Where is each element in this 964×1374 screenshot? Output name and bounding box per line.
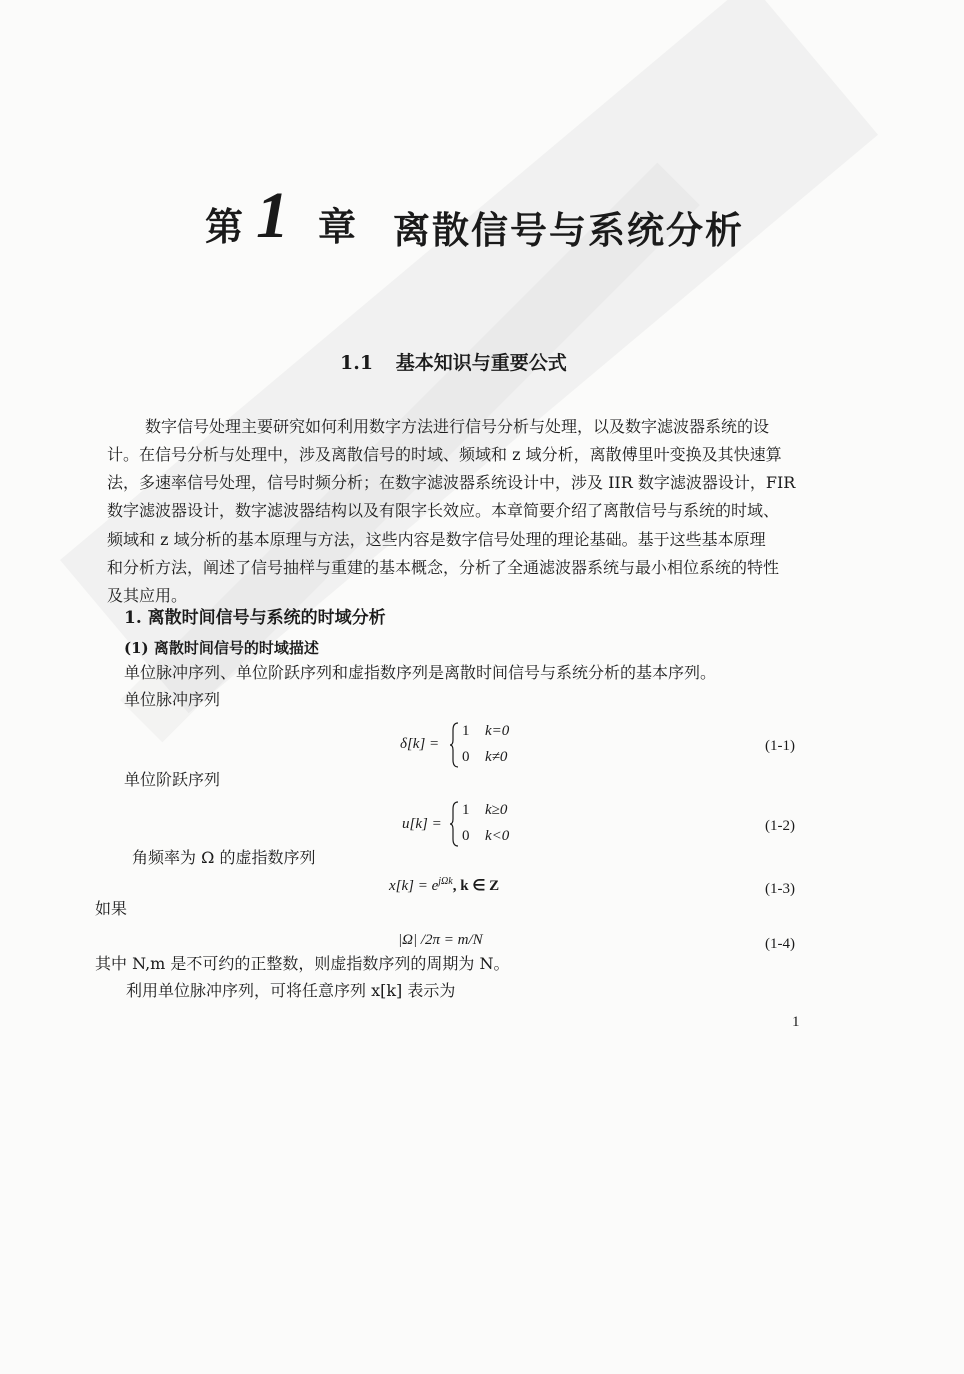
use-text: 利用单位脉冲序列，可将任意序列 x[k] 表示为 (126, 981, 456, 1000)
section-number: 1.1 (340, 352, 374, 374)
section-heading (340, 348, 567, 375)
subheading-2: (1) 离散时间信号的时域描述 (124, 639, 319, 657)
subheading-1: 1. 离散时间信号与系统的时域分析 (124, 608, 386, 628)
impulse-label: 单位脉冲序列 (124, 690, 221, 709)
section-title: 基本知识与重要公式 (395, 352, 567, 374)
if-label: 如果 (95, 899, 128, 918)
eq2-brace (449, 801, 459, 847)
eq2-case1-cond: k≥0 (485, 802, 508, 818)
chapter-number: 1 (256, 179, 289, 252)
eq2-case2-cond: k<0 (485, 828, 510, 844)
intro-line: 频域和 z 域分析的基本原理与方法，这些内容是数字信号处理的理论基础。基于这些基本原理 (107, 530, 766, 549)
intro-line: 数字信号处理主要研究如何利用数字方法进行信号分析与处理，以及数字滤波器系统的设 (145, 417, 770, 436)
eq3-exponent: jΩk (438, 876, 453, 887)
intro-line: 和分析方法，阐述了信号抽样与重建的基本概念，分析了全通滤波器系统与最小相位系统的特性 (107, 558, 780, 577)
intro-line: 及其应用。 (107, 586, 188, 605)
eq1-case1-cond: k=0 (485, 723, 510, 739)
complex-label: 角频率为 Ω 的虚指数序列 (132, 848, 316, 867)
eq1-label: (1-1) (765, 738, 795, 754)
intro-line: 数字滤波器设计，数字滤波器结构以及有限字长效应。本章简要介绍了离散信号与系统的时域、 (107, 501, 780, 520)
chapter-suffix: 章 (318, 204, 357, 249)
eq1-lhs: δ[k] = (400, 736, 440, 752)
eq4: |Ω| /2π = m/N (398, 932, 483, 948)
eq3-label: (1-3) (765, 881, 795, 897)
eq1-case2-value: 0 (462, 749, 470, 765)
chapter-prefix: 第 (205, 204, 244, 249)
chapter-title: 离散信号与系统分析 (393, 208, 744, 252)
eq2-lhs: u[k] = (402, 816, 442, 832)
eq3 (389, 876, 499, 896)
intro-line: 计。在信号分析与处理中，涉及离散信号的时域、频域和 z 域分析，离散傅里叶变换及其快速算 (107, 445, 782, 464)
basic-text: 单位脉冲序列、单位阶跃序列和虚指数序列是离散时间信号与系统分析的基本序列。 (124, 663, 717, 682)
eq2-case1-value: 1 (462, 802, 470, 818)
eq1-case2-cond: k≠0 (485, 749, 508, 765)
eq1-case1-value: 1 (462, 723, 470, 739)
eq2-label: (1-2) (765, 818, 795, 834)
eq3-tail: , k ∈ Z (452, 878, 500, 894)
eq4-label: (1-4) (765, 936, 795, 952)
page-number: 1 (792, 1014, 800, 1030)
eq3-base: x[k] = e (389, 878, 439, 894)
step-label: 单位阶跃序列 (124, 770, 221, 789)
intro-line: 法，多速率信号处理，信号时频分析；在数字滤波器系统设计中，涉及 IIR 数字滤波器设计，FIR (107, 473, 796, 492)
where-text: 其中 N,m 是不可约的正整数，则虚指数序列的周期为 N。 (95, 954, 510, 973)
eq1-brace (449, 722, 459, 768)
eq2-case2-value: 0 (462, 828, 470, 844)
